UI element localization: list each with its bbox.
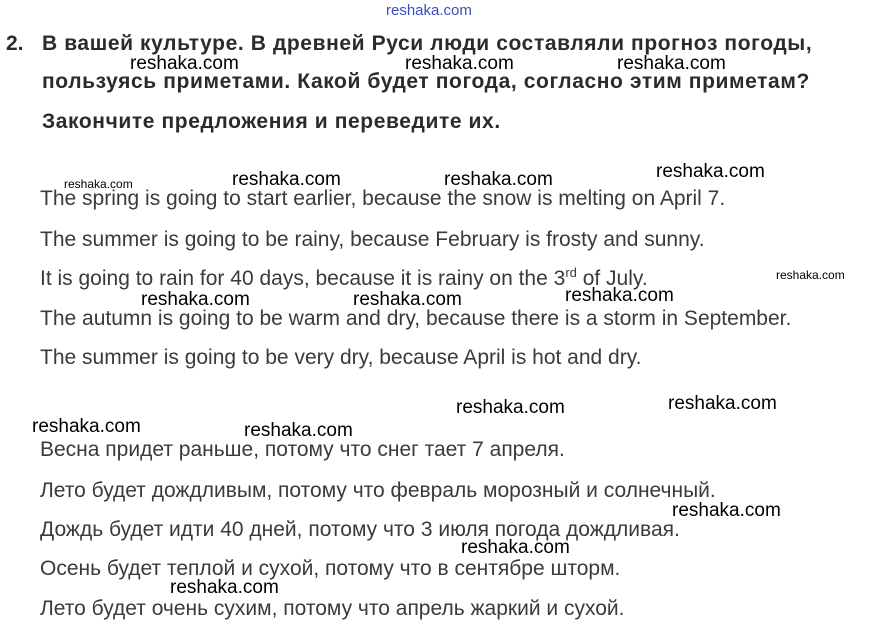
watermark: reshaka.com [656,161,765,182]
english-sentence-4: The autumn is going to be warm and dry, because there is a storm in September. [40,307,792,330]
task-number: 2. [6,32,24,55]
watermark: reshaka.com [353,289,462,310]
ordinal-suffix: rd [565,265,577,280]
watermark: reshaka.com [456,397,565,418]
watermark: reshaka.com [565,285,674,306]
watermark: reshaka.com [461,537,570,558]
english-sentence-3-end: of July. [576,267,648,290]
watermark-small: reshaka.com [64,177,133,191]
watermark: reshaka.com [141,289,250,310]
watermark: reshaka.com [405,53,514,74]
watermark: reshaka.com [130,53,239,74]
watermark: reshaka.com [444,169,553,190]
english-sentence-3 [40,267,648,291]
watermark: reshaka.com [672,500,781,521]
watermark: reshaka.com [232,169,341,190]
russian-sentence-2: Лето будет дождливым, потому что февраль морозный и солнечный. [40,479,716,502]
watermark-top: reshaka.com [386,2,472,19]
task-text-line-1: В вашей культуре. В древней Руси люди составляли прогноз погоды, [42,32,813,55]
watermark: reshaka.com [170,577,279,598]
watermark: reshaka.com [244,420,353,441]
task-text-line-2: пользуясь приметами. Какой будет погода, согласно этим приметам? [42,70,810,93]
russian-sentence-1: Весна придет раньше, потому что снег тает 7 апреля. [40,438,565,461]
russian-sentence-4: Осень будет теплой и сухой, потому что в сентябре шторм. [40,557,621,580]
english-sentence-1: The spring is going to start earlier, because the snow is melting on April 7. [40,187,726,210]
watermark: reshaka.com [668,393,777,414]
watermark: reshaka.com [617,53,726,74]
russian-sentence-3: Дождь будет идти 40 дней, потому что 3 июля погода дождливая. [40,518,680,541]
watermark-small: reshaka.com [776,268,845,282]
english-sentence-2: The summer is going to be rainy, because February is frosty and sunny. [40,228,705,251]
watermark: reshaka.com [32,416,141,437]
english-sentence-5: The summer is going to be very dry, because April is hot and dry. [40,346,642,369]
english-sentence-3-main: It is going to rain for 40 days, because it is rainy on the 3 [40,267,566,290]
task-instruction: Закончите предложения и переведите их. [42,110,501,133]
russian-sentence-5: Лето будет очень сухим, потому что апрель жаркий и сухой. [40,597,625,620]
